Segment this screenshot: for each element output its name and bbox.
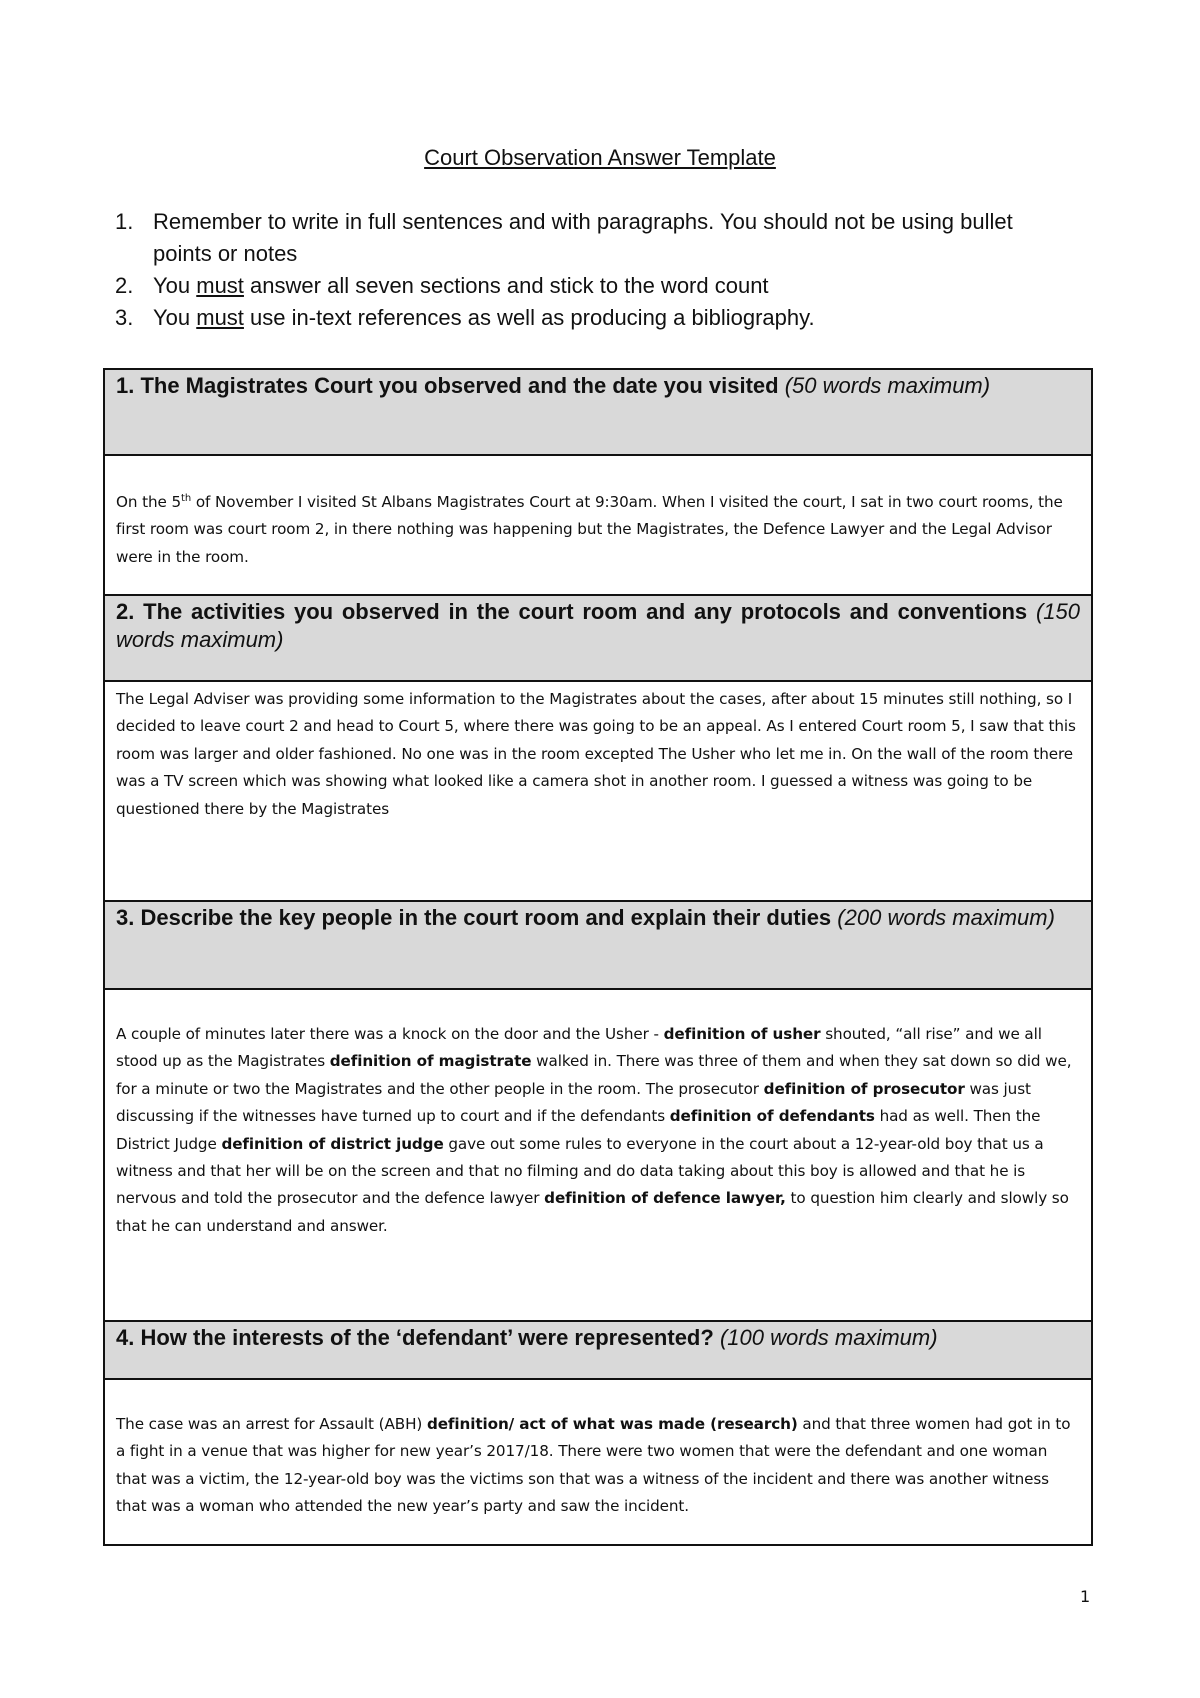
instruction-emphasis: must	[196, 305, 244, 330]
question-cell-2	[105, 596, 1091, 682]
answer-text: of November I visited St Albans Magistrates Court at 9:30am. When I visited the court, I sat in two court rooms, the first room was court room 2, in there nothing was happening but the Magistrates, the Defence Lawyer and the Legal Advisor were in the room.	[116, 493, 1063, 566]
question-text: 3. Describe the key people in the court room and explain their duties	[116, 905, 832, 930]
answer-text: and that three women had got in to a fight in a venue that was higher for new year’s 2017/18. There were two women that were the defendant and one woman that was a victim, the 12-year-old boy was the victims son that was a witness of the incident and there was another witness that was a woman who attended the new year’s party and saw the incident.	[116, 1415, 1071, 1516]
definition-placeholder: definition of prosecutor	[763, 1079, 965, 1098]
instruction-text: You	[153, 305, 197, 330]
question-cell-4	[105, 1322, 1091, 1380]
instruction-text: answer all seven sections and stick to the word count	[243, 273, 769, 298]
definition-placeholder: definition/ act of what was made (research)	[426, 1415, 798, 1433]
page-number: 1	[1080, 1587, 1091, 1606]
instruction-item	[115, 270, 1075, 302]
answer-text: shouted, “all rise” and we all stood up as the Magistrates	[116, 1025, 1042, 1071]
answer-cell-2[interactable]	[105, 682, 1091, 902]
answer-cell-1[interactable]	[105, 456, 1091, 596]
instruction-number: 1.	[115, 209, 134, 234]
instruction-number: 3.	[115, 305, 134, 330]
question-text: 2. The activities you observed in the court room and any protocols and conventions	[116, 599, 1028, 624]
answer-cell-3[interactable]	[105, 990, 1091, 1322]
answer-template-table	[103, 368, 1093, 1546]
instruction-item	[115, 302, 1075, 334]
answer-text: had as well. Then the District Judge	[116, 1107, 1041, 1153]
instruction-number: 2.	[115, 273, 134, 298]
instruction-emphasis: must	[196, 273, 244, 298]
definition-placeholder: definition of district judge	[221, 1134, 444, 1153]
definition-placeholder: definition of defendants	[669, 1107, 875, 1126]
answer-text: The Legal Adviser was providing some information to the Magistrates about the cases, after about 15 minutes still nothing, so I decided to leave court 2 and head to Court 5, where there was going to be an appeal. As I entered Court room 5, I saw that this room was larger and older fashioned. No one was in the room excepted The Usher who let me in. On the wall of the room there was a TV screen which was showing what looked like a camera shot in another room. I guessed a witness was going to be questioned there by the Magistrates	[116, 690, 1076, 818]
definition-placeholder: definition of usher	[663, 1025, 821, 1043]
question-cell-1	[105, 370, 1091, 456]
answer-text: The case was an arrest for Assault (ABH)	[116, 1415, 427, 1433]
answer-text: walked in. There was three of them and when they sat down so did we, for a minute or two the Magistrates and the other people in the room. The prosecutor	[116, 1052, 1072, 1098]
answer-text: was just discussing if the witnesses have turned up to court and if the defendants	[116, 1079, 1031, 1126]
question-cell-3	[105, 902, 1091, 990]
answer-cell-4[interactable]	[105, 1380, 1091, 1544]
word-limit: (50 words maximum)	[784, 373, 991, 398]
definition-placeholder: definition of magistrate	[329, 1052, 532, 1071]
question-text: 4. How the interests of the ‘defendant’ were represented?	[116, 1325, 714, 1350]
instruction-item	[115, 206, 1075, 270]
instructions-list	[115, 206, 1075, 334]
answer-text: gave out some rules to everyone in the court about a 12-year-old boy that us a witness and that her will be on the screen and that no filming and do data taking about this boy is allowed and that he is nervous and told the prosecutor and the defence lawyer	[116, 1134, 1044, 1208]
word-limit: (100 words maximum)	[719, 1325, 938, 1350]
instruction-text: You	[153, 273, 197, 298]
instruction-text: use in-text references as well as producing a bibliography.	[243, 305, 815, 330]
ordinal-suffix: th	[181, 492, 192, 504]
document-title: Court Observation Answer Template	[424, 145, 776, 170]
question-text: 1. The Magistrates Court you observed and the date you visited	[116, 373, 779, 398]
answer-text: to question him clearly and slowly so that he can understand and answer.	[116, 1189, 1069, 1235]
word-limit: (150 words maximum)	[116, 599, 1080, 652]
word-limit: (200 words maximum)	[837, 905, 1055, 930]
instruction-text: Remember to write in full sentences and with paragraphs. You should not be using bullet points or notes	[153, 209, 1013, 266]
definition-placeholder: definition of defence lawyer,	[544, 1189, 786, 1208]
answer-text: A couple of minutes later there was a knock on the door and the Usher -	[116, 1025, 664, 1043]
answer-text: On the 5	[116, 493, 182, 511]
